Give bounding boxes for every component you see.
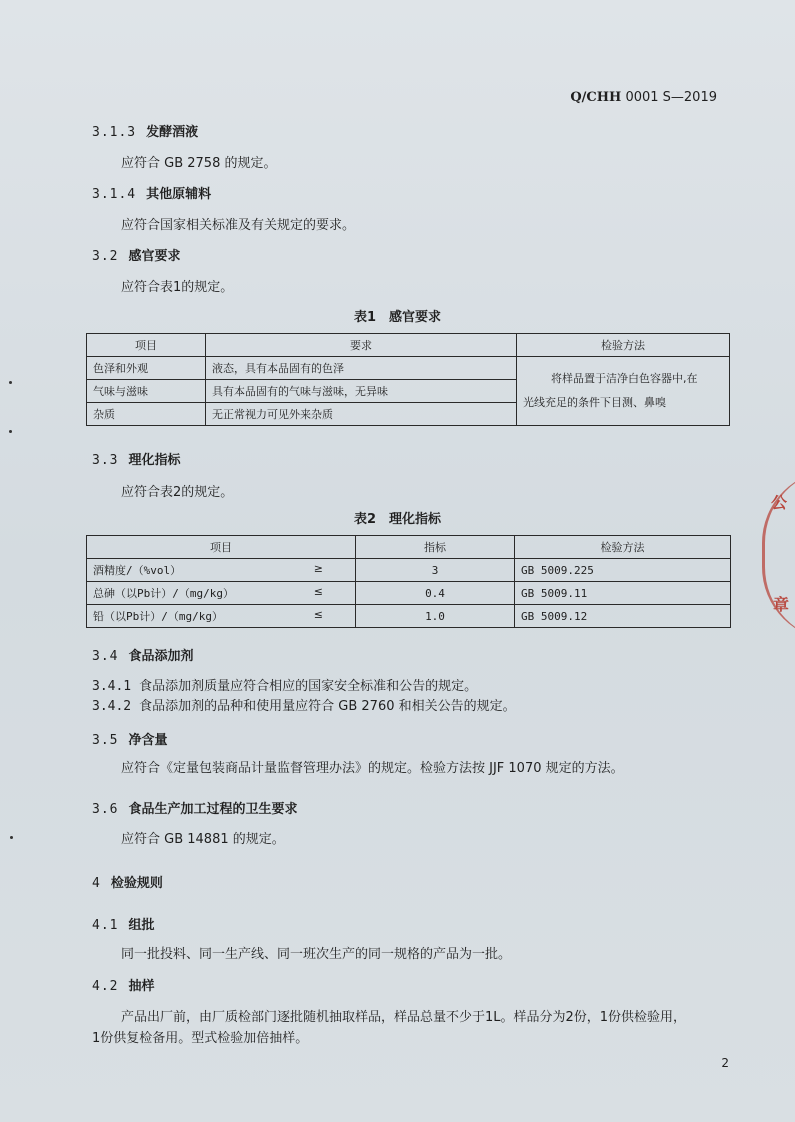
paragraph-4-2-line1: 产品出厂前，由厂质检部门逐批随机抽取样品，样品总量不少于1L。样品分为2份，1份供检验用， bbox=[121, 1010, 687, 1025]
table2-header-index: 指标 bbox=[356, 536, 515, 559]
heading-4-1: 4.1 组批 bbox=[92, 918, 155, 933]
table2-cell-value: 0.4 bbox=[356, 582, 515, 605]
heading-3-6: 3.6 食品生产加工过程的卫生要求 bbox=[92, 802, 298, 817]
table-row bbox=[87, 605, 731, 628]
heading-4-2: 4.2 抽样 bbox=[92, 979, 155, 994]
heading-4: 4 检验规则 bbox=[92, 876, 163, 891]
table2-cell-value: 3 bbox=[356, 559, 515, 582]
table1-cell-requirement: 无正常视力可见外来杂质 bbox=[206, 403, 517, 426]
heading-3-1-3: 3.1.3 发酵酒液 bbox=[92, 125, 199, 140]
paragraph-3-3: 应符合表2的规定。 bbox=[121, 485, 234, 500]
paragraph-3-1-4: 应符合国家相关标准及有关规定的要求。 bbox=[121, 218, 356, 233]
paragraph-3-2: 应符合表1的规定。 bbox=[121, 280, 234, 295]
table1-header-item: 项目 bbox=[87, 334, 206, 357]
stamp-char: 章 bbox=[772, 595, 789, 614]
scan-speck bbox=[10, 836, 13, 839]
paragraph-3-1-3: 应符合 GB 2758 的规定。 bbox=[121, 156, 277, 171]
paragraph-4-1: 同一批投料、同一生产线、同一班次生产的同一规格的产品为一批。 bbox=[121, 947, 512, 962]
table2-caption: 表2 理化指标 bbox=[353, 512, 442, 527]
table2-cell-method: GB 5009.12 bbox=[515, 605, 731, 628]
page-number: 2 bbox=[721, 1056, 729, 1070]
table1-caption: 表1 感官要求 bbox=[353, 310, 442, 325]
table2-cell-value: 1.0 bbox=[356, 605, 515, 628]
scan-speck bbox=[9, 381, 12, 384]
table2-physicochemical bbox=[86, 535, 731, 628]
table1-header-method: 检验方法 bbox=[517, 334, 730, 357]
table2-cell-method: GB 5009.11 bbox=[515, 582, 731, 605]
table1-header-requirement: 要求 bbox=[206, 334, 517, 357]
table1-cell-item: 气味与滋味 bbox=[87, 380, 206, 403]
heading-3-3: 3.3 理化指标 bbox=[92, 453, 181, 468]
scan-speck bbox=[9, 430, 12, 433]
paragraph-4-2-line2: 1份供复检备用。型式检验加倍抽样。 bbox=[92, 1031, 309, 1046]
clause-3-4-2: 3.4.2 食品添加剂的品种和使用量应符合 GB 2760 和相关公告的规定。 bbox=[92, 699, 516, 714]
heading-3-5: 3.5 净含量 bbox=[92, 733, 168, 748]
table-row bbox=[87, 357, 730, 380]
table1-cell-requirement: 具有本品固有的气味与滋味，无异味 bbox=[206, 380, 517, 403]
table2-cell-item: 酒精度/（%vol） ≥ bbox=[87, 559, 356, 582]
stamp-char: 公 bbox=[770, 493, 787, 512]
heading-3-4: 3.4 食品添加剂 bbox=[92, 649, 194, 664]
table1-cell-item: 色泽和外观 bbox=[87, 357, 206, 380]
table2-header-item: 项目 bbox=[87, 536, 356, 559]
heading-3-1-4: 3.1.4 其他原辅料 bbox=[92, 187, 212, 202]
table2-cell-method: GB 5009.225 bbox=[515, 559, 731, 582]
table1-cell-item: 杂质 bbox=[87, 403, 206, 426]
table2-header-method: 检验方法 bbox=[515, 536, 731, 559]
heading-3-2: 3.2 感官要求 bbox=[92, 249, 181, 264]
table1-cell-requirement: 液态，具有本品固有的色泽 bbox=[206, 357, 517, 380]
table2-cell-item: 铅（以Pb计）/（mg/kg） ≤ bbox=[87, 605, 356, 628]
paragraph-3-5: 应符合《定量包装商品计量监督管理办法》的规定。检验方法按 JJF 1070 规定的方法。 bbox=[121, 761, 624, 776]
clause-3-4-1: 3.4.1 食品添加剂质量应符合相应的国家安全标准和公告的规定。 bbox=[92, 679, 478, 694]
table1-cell-method: 将样品置于洁净白色容器中,在 光线充足的条件下目测、鼻嗅 bbox=[517, 357, 730, 426]
standard-code-header: Q/CHH 0001 S—2019 bbox=[570, 90, 717, 105]
paragraph-3-6: 应符合 GB 14881 的规定。 bbox=[121, 832, 285, 847]
table-row bbox=[87, 559, 731, 582]
table1-sensory bbox=[86, 333, 730, 426]
table2-cell-item: 总砷（以Pb计）/（mg/kg） ≤ bbox=[87, 582, 356, 605]
table-row bbox=[87, 582, 731, 605]
